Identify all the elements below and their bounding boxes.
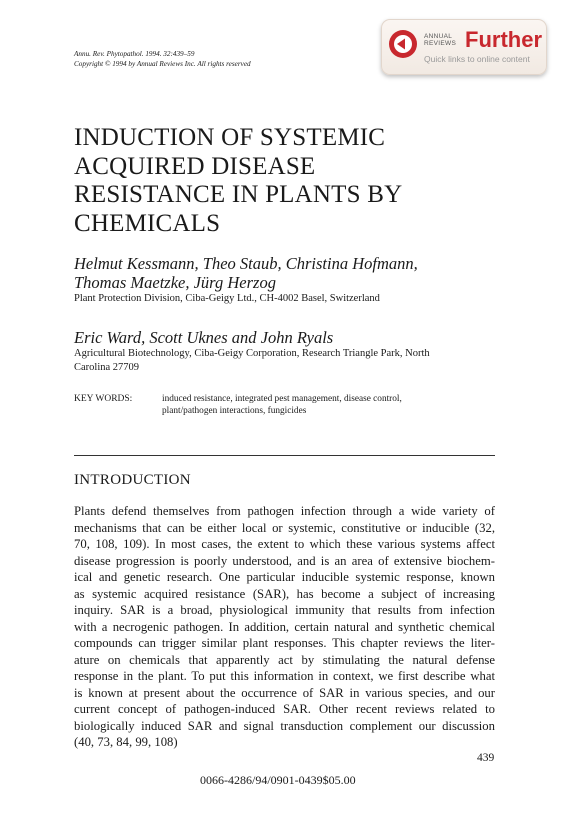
title-line: RESISTANCE IN PLANTS BY bbox=[74, 181, 403, 208]
paragraph-line: compounds can trigger similar plant responses. This chapter reviews the liter- bbox=[74, 636, 495, 650]
reviews-label: REVIEWS bbox=[424, 40, 457, 47]
citation-line: Annu. Rev. Phytopathol. 1994. 32:439–59 bbox=[74, 50, 195, 58]
author-names: Eric Ward, Scott Uknes and John Ryals bbox=[74, 328, 334, 347]
title-line: INDUCTION OF SYSTEMIC bbox=[74, 124, 386, 151]
paragraph-line: mechanisms that can be either local or systemic, constitutive or inducible (32, bbox=[74, 520, 495, 535]
title-line: ACQUIRED DISEASE bbox=[74, 152, 316, 180]
introduction-paragraph bbox=[74, 503, 495, 751]
keywords-label: KEY WORDS: bbox=[74, 394, 133, 404]
paragraph-line: Plants defend themselves from pathogen infection through a wide variety of bbox=[74, 504, 495, 518]
author-affiliation: Plant Protection Division, Ciba-Geigy Ltd., CH-4002 Basel, Switzerland bbox=[74, 293, 380, 304]
article-title bbox=[74, 124, 494, 238]
paragraph-line: ature on chemicals that apparently act by stimulating the natural defense bbox=[74, 652, 495, 667]
paragraph-line: ical and genetic research. One particular inducible systemic response, known bbox=[74, 570, 495, 584]
paragraph-line: response in the plant. To put this information in context, we first describe what bbox=[74, 669, 495, 683]
paragraph-line: (40, 73, 84, 99, 108) bbox=[74, 735, 178, 749]
badge-tagline: Quick links to online content bbox=[424, 54, 530, 64]
copyright-line: Copyright © 1994 by Annual Reviews Inc. All rights reserved bbox=[74, 60, 251, 68]
paragraph-line: 70, 108, 109). In most cases, the extent to which these various systems affect bbox=[74, 537, 495, 551]
section-heading: INTRODUCTION bbox=[74, 472, 191, 488]
journal-citation bbox=[74, 49, 251, 69]
page-number: 439 bbox=[477, 752, 495, 764]
author-names: Helmut Kessmann, Theo Staub, Christina Hofmann, bbox=[74, 254, 418, 273]
keywords-line: plant/pathogen interactions, fungicides bbox=[162, 405, 307, 416]
annual-reviews-wordmark bbox=[424, 33, 456, 47]
author-affiliation: Carolina 27709 bbox=[74, 362, 140, 373]
title-line: CHEMICALS bbox=[74, 209, 221, 237]
back-arrow-circle-icon bbox=[388, 29, 418, 59]
author-names: Thomas Maetzke, Jürg Herzog bbox=[74, 273, 276, 292]
keywords-list bbox=[162, 394, 402, 417]
paragraph-line: as systemic acquired resistance (SAR), has become a subject of increasing bbox=[74, 586, 495, 601]
paragraph-line: biologically induced SAR and signal transduction complement our discussion bbox=[74, 718, 495, 733]
article-code: 0066-4286/94/0901-0439$05.00 bbox=[200, 773, 356, 787]
paragraph-line: current concept of pathogen-induced SAR. Other recent reviews related to bbox=[74, 702, 495, 716]
author-affiliation: Agricultural Biotechnology, Ciba-Geigy Corporation, Research Triangle Park, North bbox=[74, 348, 430, 359]
paragraph-line: is known at present about the occurrence of SAR in various species, and our bbox=[74, 685, 495, 700]
paragraph-line: with a necrogenic pathogen. In addition, certain natural and synthetic chemical bbox=[74, 619, 495, 634]
paragraph-line: disease progression is poorly understood, and is an area of extensive biochem- bbox=[74, 553, 495, 568]
further-reviews-badge[interactable] bbox=[381, 19, 547, 75]
further-label: Further bbox=[465, 27, 542, 52]
annual-label: ANNUAL bbox=[424, 33, 453, 40]
paragraph-line: inquiry. SAR is a broad, physiological immunity that results from infection bbox=[74, 603, 495, 617]
section-divider bbox=[74, 455, 495, 456]
keywords-line: induced resistance, integrated pest management, disease control, bbox=[162, 394, 402, 404]
